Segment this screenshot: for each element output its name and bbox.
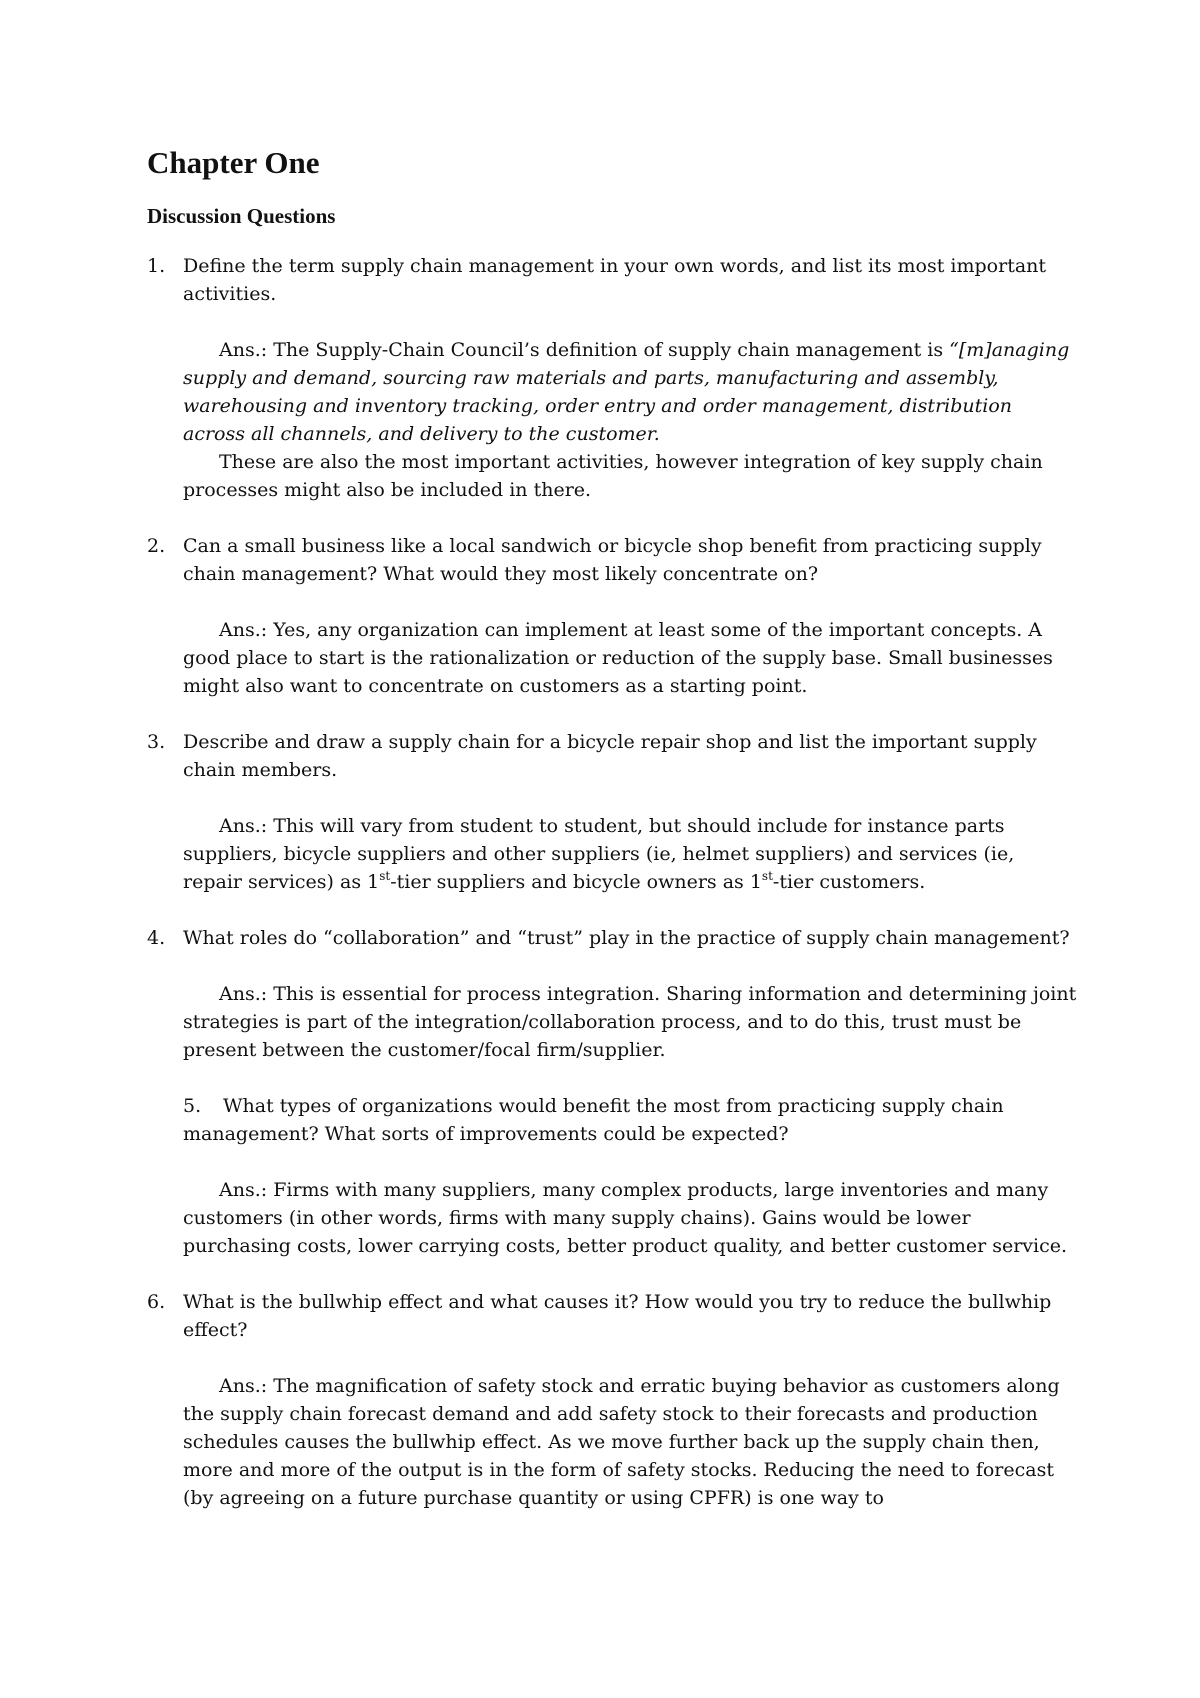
answer-text-part-1: Ans.: This will vary from student to student, but should include for instance parts suppliers, bicycle suppliers and other suppliers (ie, helmet suppliers) and services (ie, repair services) as 1 [183,815,1015,893]
answer-quote: “[m]anaging supply and demand, sourcing raw materials and parts, manufacturing and assembly, warehousing and inventory tracking, order entry and order management, distribution across all channels, and delivery to the customer. [183,339,1070,445]
answer-1 [147,336,1077,504]
superscript-st: st [379,869,391,883]
answer-6 [147,1372,1077,1512]
question-text: What is the bullwhip effect and what causes it? How would you try to reduce the bullwhip effect? [183,1291,1052,1341]
question-4 [147,924,1077,952]
section-title: Discussion Questions [147,204,336,228]
question-text: What roles do “collaboration” and “trust” play in the practice of supply chain management? [183,927,1070,949]
question-3 [147,728,1077,784]
answer-text: Ans.: The magnification of safety stock and erratic buying behavior as customers along the supply chain forecast demand and add safety stock to their forecasts and production schedules causes the bullwhip effect. As we move further back up the supply chain then, more and more of the output is in the form of safety stocks. Reducing the need to forecast (by agreeing on a future purchase quantity or using CPFR) is one way to [183,1375,1060,1509]
question-5 [147,1092,1077,1148]
question-text: Describe and draw a supply chain for a bicycle repair shop and list the important supply chain members. [183,731,1037,781]
question-text: Can a small business like a local sandwich or bicycle shop benefit from practicing supply chain management? What would they most likely concentrate on? [183,535,1042,585]
superscript-st: st [761,869,773,883]
answer-2 [147,616,1077,700]
answer-4 [147,980,1077,1064]
question-number: 2. [147,535,166,557]
answer-text-part-3: -tier customers. [772,871,926,893]
chapter-title: Chapter One [147,145,320,180]
answer-text: Ans.: This is essential for process integration. Sharing information and determining joint strategies is part of the integration/collaboration process, and to do this, trust must be present between the customer/focal firm/supplier. [183,983,1077,1061]
question-number: 1. [147,255,166,277]
answer-text: Ans.: Firms with many suppliers, many complex products, large inventories and many customers (in other words, firms with many supply chains). Gains would be lower purchasing costs, lower carrying costs, better product quality, and better customer service. [183,1179,1068,1257]
answer-text: Ans.: Yes, any organization can implement at least some of the important concepts. A good place to start is the rationalization or reduction of the supply base. Small businesses might also want to concentrate on customers as a starting point. [183,619,1053,697]
question-number: 3. [147,731,166,753]
question-6 [147,1288,1077,1344]
question-number: 6. [147,1291,166,1313]
question-number: 4. [147,927,166,949]
question-number: 5. [183,1095,202,1117]
answer-5 [147,1176,1077,1260]
question-1 [147,252,1077,308]
document-content [147,145,1077,1512]
question-2 [147,532,1077,588]
answer-tail: These are also the most important activities, however integration of key supply chain processes might also be included in there. [183,451,1043,501]
question-text: What types of organizations would benefit the most from practicing supply chain management? What sorts of improvements could be expected? [183,1095,1004,1145]
answer-3 [147,812,1077,896]
answer-text-part-2: -tier suppliers and bicycle owners as 1 [390,871,762,893]
question-text: Define the term supply chain management in your own words, and list its most important activities. [183,255,1047,305]
answer-lead: Ans.: The Supply-Chain Council’s definition of supply chain management is [219,339,944,361]
